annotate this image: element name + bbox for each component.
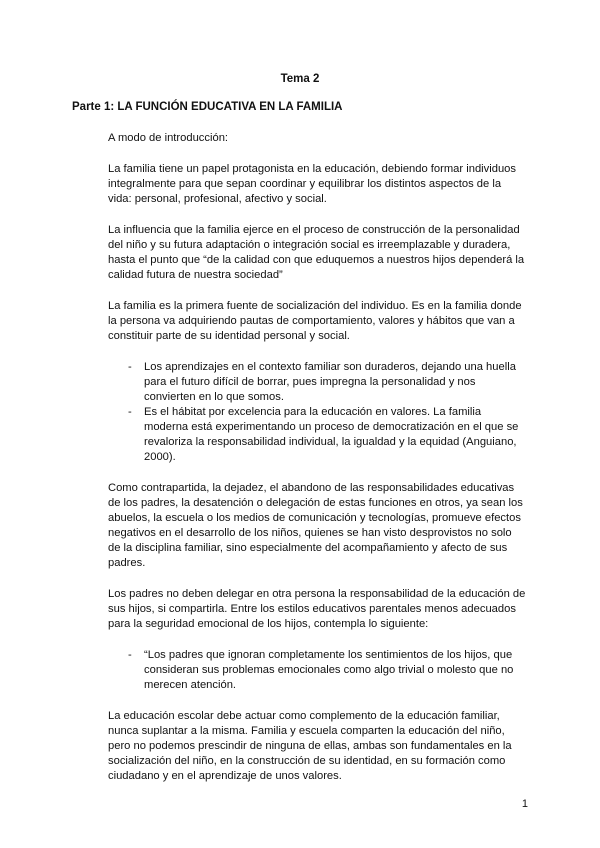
intro-text: A modo de introducción: (108, 132, 229, 144)
list-item: - Es el hábitat por excelencia para la educación en valores. La familia moderna está experimentando un proceso de democratización en el que se revaloriza la responsabilidad individual, la igualdad y la equidad (Anguiano, 2000). (144, 405, 526, 465)
paragraph: La educación escolar debe actuar como complemento de la educación familiar, nunca suplantar a la misma. Familia y escuela comparten la educación del niño, pero no podemos prescindir de ninguna de ellas, ambas son fundamentales en la socialización del niño, en la construcción de su identidad, en su formación como ciudadano y en el aprendizaje de unos valores. (108, 710, 512, 782)
page-number: 1 (521, 798, 528, 810)
paragraph: La familia es la primera fuente de socialización del individuo. Es en la familia donde la persona va adquiriendo pautas de comportamiento, valores y hábitos que van a constituir parte de su identidad personal y social. (108, 300, 522, 342)
paragraph: Como contrapartida, la dejadez, el abandono de las responsabilidades educativas de los padres, la desatención o delegación de estas funciones en otros, ya sean los abuelos, la escuela o los medios de comunicación y tecnologías, promueve efectos negativos en el desarrollo de los niños, quienes se han visto desprovistos no solo de la disciplina familiar, sino especialmente del acompañamiento y afecto de sus padres. (108, 482, 523, 569)
bullet-list (108, 648, 526, 693)
list-item: - “Los padres que ignoran completamente los sentimientos de los hijos, que consideran sus problemas emocionales como algo trivial o molesto que no merecen atención. (144, 648, 526, 693)
paragraph: La familia tiene un papel protagonista en la educación, debiendo formar individuos integralmente para que sepan coordinar y equilibrar los distintos aspectos de la vida: personal, profesional, afectivo y social. (108, 163, 516, 205)
paragraph: Los padres no deben delegar en otra persona la responsabilidad de la educación de sus hijos, si compartirla. Entre los estilos educativos parentales menos adecuados para la seguridad emocional de los hijos, contempla lo siguiente: (108, 588, 526, 630)
paragraph: La influencia que la familia ejerce en el proceso de construcción de la personalidad del niño y su futura adaptación o integración social es irreemplazable y duradera, hasta el punto que “de la calidad con que eduquemos a nuestros hijos dependerá la calidad futura de nuestra sociedad” (108, 224, 525, 281)
document-body (108, 131, 526, 800)
page-title: Tema 2 (280, 73, 320, 85)
bullet-list (108, 360, 526, 465)
section-heading: Parte 1: LA FUNCIÓN EDUCATIVA EN LA FAMILIA (72, 101, 343, 113)
list-item: - Los aprendizajes en el contexto familiar son duraderos, dejando una huella para el futuro difícil de borrar, pues impregna la personalidad y nos convierten en lo que somos. (144, 360, 526, 405)
